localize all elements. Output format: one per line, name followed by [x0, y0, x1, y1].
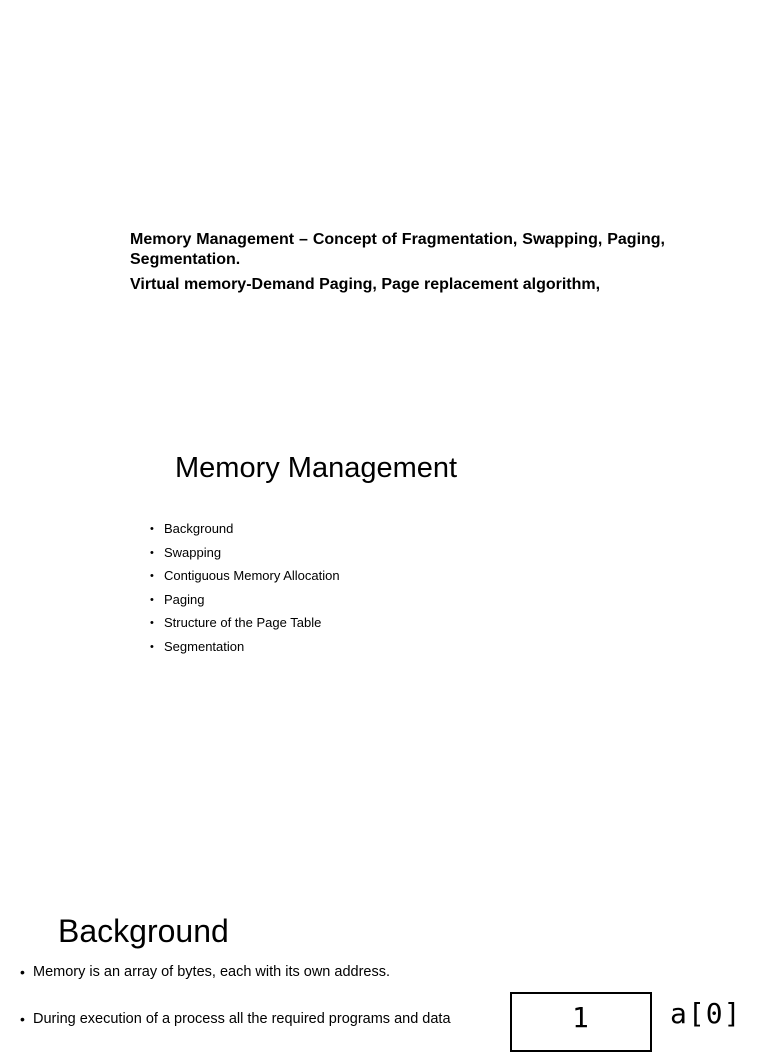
- bullet-icon: •: [150, 593, 154, 606]
- bullet-icon: •: [150, 640, 154, 653]
- background-title: Background: [58, 913, 229, 949]
- bullet-icon: •: [20, 1011, 25, 1027]
- background-bullet-1: Memory is an array of bytes, each with its own address.: [33, 964, 391, 980]
- topic-background: Background: [164, 521, 234, 536]
- intro-line-2: Virtual memory-Demand Paging, Page replacement algorithm,: [130, 276, 601, 293]
- memory-cell-label: a[0]: [670, 997, 742, 1030]
- topic-paging: Paging: [164, 591, 205, 607]
- topic-swapping: Swapping: [164, 544, 222, 560]
- list-item: [150, 590, 340, 614]
- slide-title: Memory Management: [175, 452, 458, 484]
- list-item: [150, 637, 340, 661]
- background-bullet-2: During execution of a process all the required programs and data: [33, 1011, 451, 1027]
- topic-page-table: Structure of the Page Table: [164, 615, 322, 631]
- bullet-icon: •: [20, 964, 25, 980]
- list-item: [20, 1009, 480, 1029]
- background-bullets: [20, 962, 480, 1029]
- bullet-icon: •: [150, 546, 154, 559]
- intro-block: [130, 230, 665, 295]
- bullet-icon: •: [150, 617, 154, 630]
- memory-cell-value: 1: [572, 1001, 589, 1034]
- topic-contiguous-allocation: Contiguous Memory Allocation: [164, 568, 340, 584]
- topic-list: [150, 519, 340, 661]
- list-item: [20, 962, 480, 982]
- list-item: [150, 613, 340, 637]
- intro-line-1: Memory Management – Concept of Fragmentation, Swapping, Paging, Segmentation.: [130, 231, 665, 268]
- bullet-icon: •: [150, 523, 154, 535]
- topic-segmentation: Segmentation: [164, 638, 245, 654]
- list-item: [150, 566, 340, 590]
- list-item: [150, 519, 340, 543]
- bullet-icon: •: [150, 570, 154, 583]
- list-item: [150, 543, 340, 567]
